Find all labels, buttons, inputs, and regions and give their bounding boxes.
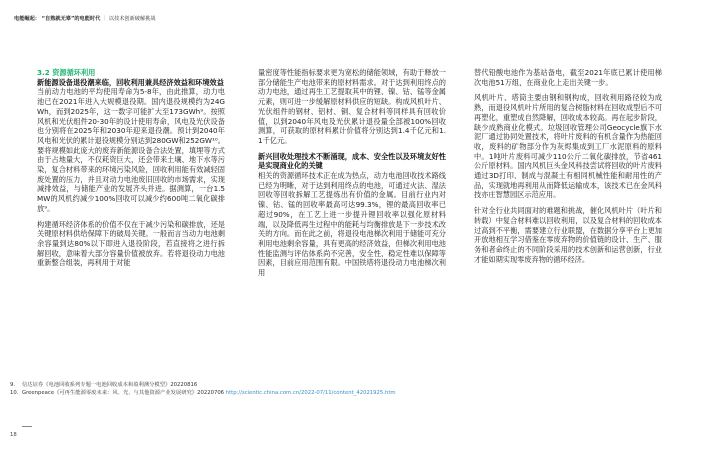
body-paragraph: 相关的资源循环技术正在成为热点，动力电池回收技术路线已经为明晰，对于达到利用终点的电池，可通过火法、湿法回收等回收拆解工艺提炼出有价值的金属。目前行业内对镍、钴、锰的回收率最高可达99.3%，锂的最高回收率已超过90%，在工艺上进一步提升锂回收率以强化原材料端，以及降低再生过程中的能耗与均衡排放是下一步技术改关的方向。而在此之前，将退役电池梯次利用于储能可充分利用电池剩余容量，具有更高的经济效益，但梯次利用电池性能监测与评估体系尚不完善，安全性、稳定性难以保障等因素，目前应用范围有限。中国铁塔将退役动力电池梯次利用 [258,171,446,278]
footnote-number: 9. [10,382,16,388]
body-paragraph: 替代铅酸电池作为基站备电，截至2021年底已累计使用梯次电池51万组，在商业化上走出关键一步。 [474,68,662,87]
text-column-left [37,68,225,268]
header-separator: ｜ [101,16,108,22]
body-paragraph: 当前动力电池的平均使用寿命为5-8年，由此推算，动力电池已在2021年进入大规模退役期。国内退役规模约为24GWh，而到2025年，这一数字可能扩大至173GWh⁹。按照风机和光伏组件20-30年的设计使用寿命，风电及光伏设备也分别将在2025年和2030年迎来退役潮。预计到2040年风电和光伏的累计退役规模分别达到280GW和252GW¹⁰。要将规模如此庞大的废弃新能源设备合法处置，填埋等方式由于占地量大，不仅耗资巨大，还会带来土壤、地下水等污染，复合材料带来的环境污染风险，回收利用能有效减轻固废处置的压力，并且对动力电池废旧回收的市场需求，实现减排效益，与储能产业的发展齐头并进。据测算，一台1.5MW的风机约减少100%回收可以减少约600吨二氧化碳排放⁹。 [37,87,225,213]
page-number: 18 [10,432,17,438]
footnote-link[interactable]: http://scientic.china.com.cn/2022-07/11/content_42021925.htm [225,390,396,396]
footnote-number: 10. [10,390,19,396]
footnote-text: 信达证券《电池回收系列专题一电池回收成本和盈利测分模型》20220816 [22,382,198,388]
header-brand: 电能崛起： [14,16,40,22]
text-column-right [474,68,662,264]
body-paragraph: 量密度等性能指标要求更为宽松的储能领域，有助于释放一部分储能生产电池带来的原材料需求。对于达到利用终点的动力电池，通过再生工艺提取其中的锂、镍、钴、锰等金属元素，则可进一步缓解原材料供应的短缺。构成风机叶片、光伏组件的钢材、铝材、铜、复合材料等同样具有回收价值，以到2040年风电及光伏累计退役量全部被100%回收测算，可获取的原材料累计价值将分别达到1.4千亿元和1.1千亿元。 [258,68,446,145]
header-title: “自熟就无辜”的电能时代 [41,16,101,22]
page-number-rule [22,426,32,427]
footnotes [10,381,700,397]
text-column-middle [258,68,446,278]
running-header [14,16,156,23]
header-subtitle: 以技术创新破解挑战 [108,16,156,22]
section-title: 3.2 资源循环利用 [37,68,96,77]
section-subheading: 新兴回收处理技术不断涌现，成本、安全性以及环境友好性是实现商业化的关键 [258,151,446,171]
footnote-item [10,389,700,397]
section-subheading: 新能源设备退役潮来临，回收利用兼具经济效益和环境效益 [37,77,224,87]
footnote-text: Greenpeace《可再生能源零废未来：风、光、与其他资源产业发展研究》20220706 [22,390,226,396]
body-paragraph: 风机叶片、塔筒主要由钢和钢构成，回收利用路径较为成熟，而退役风机叶片所用的复合树脂材料在回收成型后不可再塑化，重塑成自然降解，回收成本较高。再在起步阶段，缺少成熟商业化模式。垃圾回收管理公司Geocycle旗下水泥厂通过协同处置技术，将叶片废料的有机含量作为热能回收，废料的矿物部分作为灰烬集成到工厂水泥原料的原料中。1吨叶片废料可减少110公斤二氧化碳排放，节省461公斤原材料。国内风机巨头金风科技尝试将回收的叶片废料通过3D打印、制成与混凝土有相同机械性能和耐用性的产品，实现就地再利用从而降低运输成本，该技术已在金风科技亦庄智慧园区示范应用。 [474,93,662,200]
body-paragraph: 构建循环经济体系的价值不仅在于减少污染和碳排放，还是关键原材料供给保障下的破局关键。一般而言当动力电池剩余容量到达80%以下即进入退役阶段，若直接将之进行拆解回收，意味着大部分容量价值被放弃。若将退役动力电池重新整合组装，再利用于对能 [37,219,225,268]
body-paragraph: 针对全行业共同面对的难题和挑战，催化风机叶片（叶片和转载）中复合材料难以回收利用，以及复合材料的回收成本过高到不平衡，需要建立行业联盟，在数据分享平台上更加开放地相互学习借鉴在零废弃物的价值链的设计、生产、服务和者命终止的不同阶段采用的技术创新和运营创新，行业才能如期实现零废弃物的循环经济。 [474,206,662,264]
footnote-item [10,381,700,389]
